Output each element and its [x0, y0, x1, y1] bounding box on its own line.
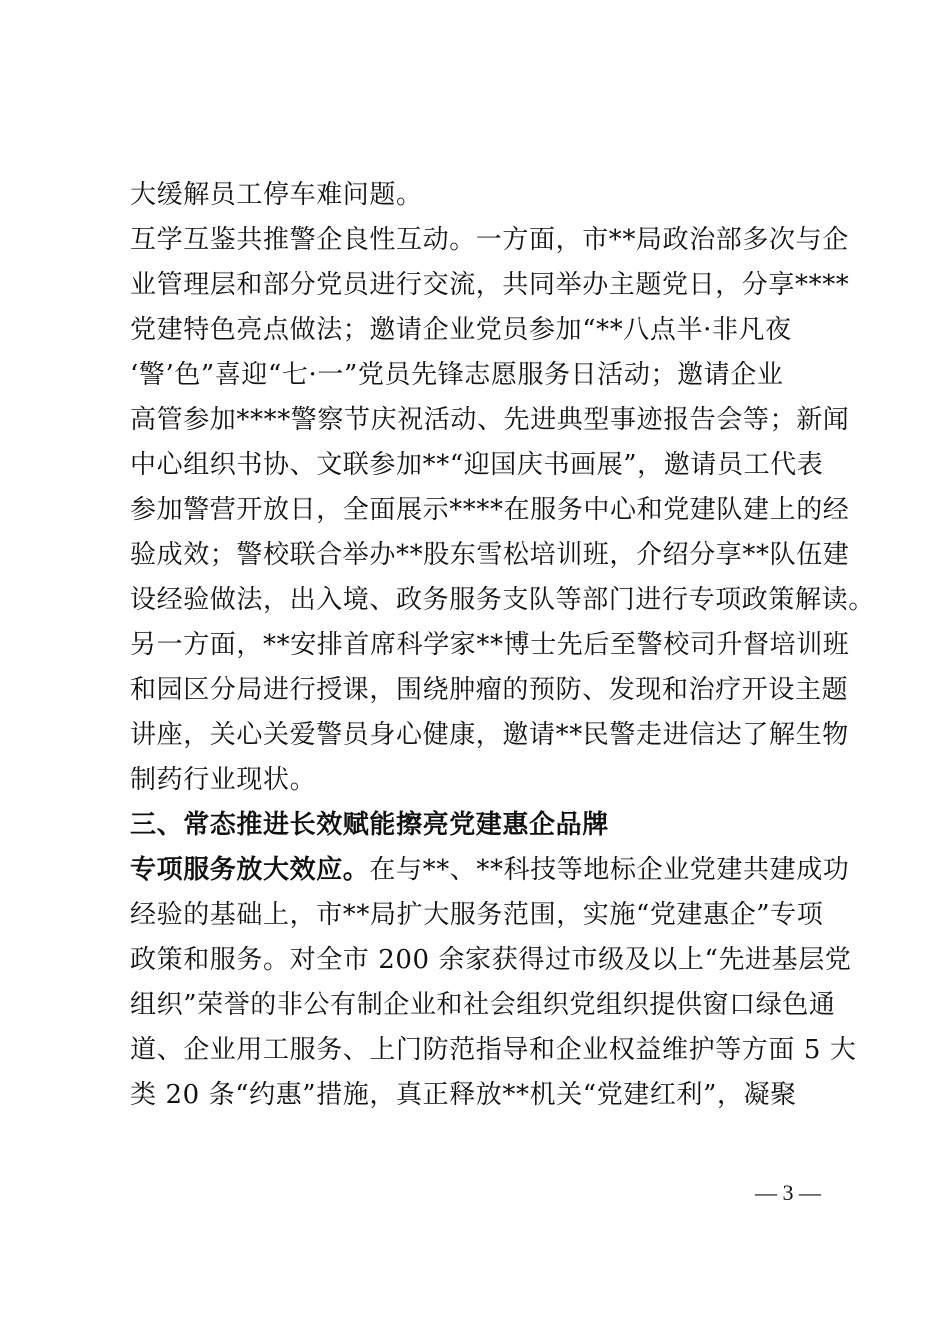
text-line: 另一方面，**安排首席科学家**博士先后至警校司升督培训班 [130, 630, 850, 660]
text-line: 中心组织书协、文联参加**“迎国庆书画展”，邀请员工代表 [130, 450, 824, 480]
text-line: 党建特色亮点做法；邀请企业党员参加“**八点半·非凡夜 [130, 315, 792, 345]
text-line: 道、企业用工服务、上门防范指导和企业权益维护等方面 5 大 [130, 1035, 857, 1065]
text-line: 经验的基础上，市**局扩大服务范围，实施“党建惠企”专项 [130, 900, 824, 930]
text-line: 设经验做法，出入境、政务服务支队等部门进行专项政策解读。 [130, 585, 875, 615]
text-line: 高管参加****警察节庆祝活动、先进典型事迹报告会等；新闻 [130, 405, 850, 435]
section-heading: 三、常态推进长效赋能擦亮党建惠企品牌 [130, 810, 609, 840]
text-line: 和园区分局进行授课，围绕肿瘤的预防、发现和治疗开设主题 [130, 675, 849, 705]
text-line: 参加警营开放日，全面展示****在服务中心和党建队建上的经 [130, 495, 850, 525]
text-line: 大缓解员工停车难问题。 [130, 180, 423, 210]
text-line: 业管理层和部分党员进行交流，共同举办主题党日，分享**** [130, 270, 850, 300]
text-line: 验成效；警校联合举办**股东雪松培训班，介绍分享**队伍建 [130, 540, 850, 570]
bold-lead-text: 专项服务放大效应。 [130, 855, 370, 885]
paragraph-lead-line [130, 847, 850, 893]
lead-continuation-text: 在与**、**科技等地标企业党建共建成功 [369, 855, 850, 885]
text-line: 制药行业现状。 [130, 765, 317, 795]
text-line: 讲座，关心关爱警员身心健康，邀请**民警走进信达了解生物 [130, 720, 849, 750]
text-line: 政策和服务。对全市 200 余家获得过市级及以上“先进基层党 [130, 945, 852, 975]
text-line: 互学互鉴共推警企良性互动。一方面，市**局政治部多次与企 [130, 225, 849, 255]
page-number: — 3 — [755, 1180, 821, 1205]
text-line: ‘警’色”喜迎“七·一”党员先锋志愿服务日活动；邀请企业 [130, 360, 784, 390]
text-line: 组织”荣誉的非公有制企业和社会组织党组织提供窗口绿色通 [130, 990, 836, 1020]
text-line: 类 20 条“约惠”措施，真正释放**机关“党建红利”，凝聚 [130, 1080, 797, 1110]
